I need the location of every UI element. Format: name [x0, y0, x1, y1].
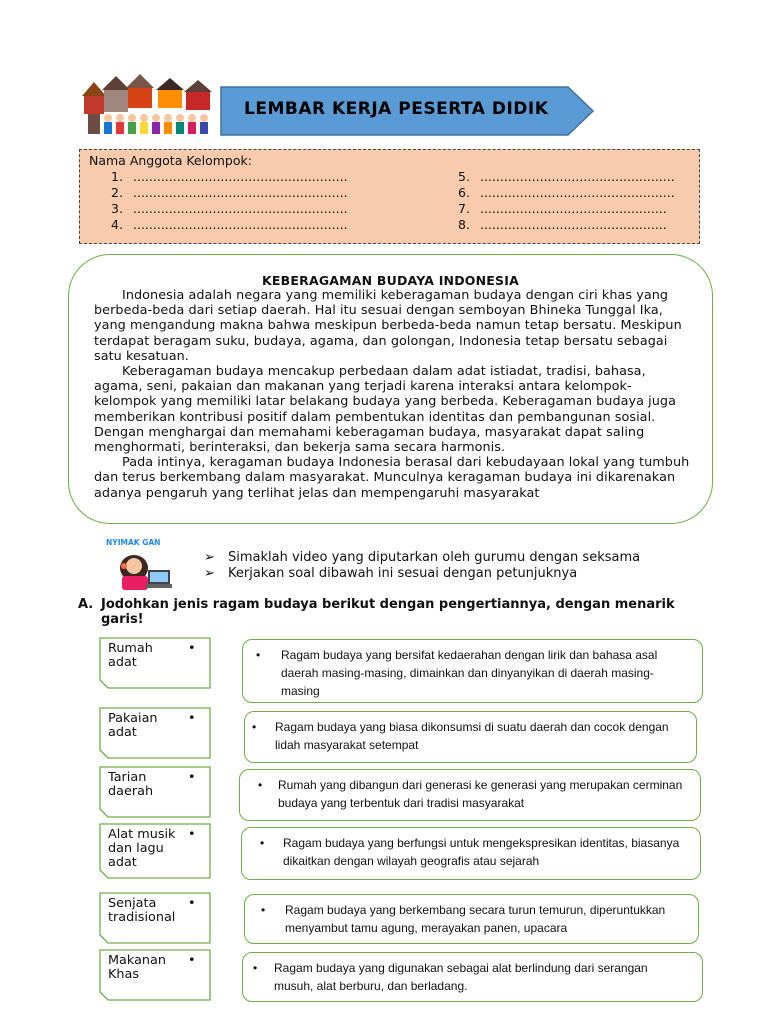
cultural-illustration: [80, 74, 216, 136]
passage-paragraph-1: Indonesia adalah negara yang memiliki keberagaman budaya dengan ciri khas yang berbeda-beda dari setiap daerah. Hal itu sesuai dengan semboyan Bhineka Tunggal Ika, yang mengandung makna bahwa meskipun berbeda-beda namun tetap bersatu. Meskipun terdapat beragam suku, budaya, agama, dan golongan, Indonesia tetap bersatu sebagai satu kesatuan.: [94, 288, 682, 364]
member-line-1[interactable]: 1. ......................................................: [111, 169, 348, 184]
arrow-bullet-icon: ➢: [204, 550, 215, 565]
bullet-icon: •: [253, 961, 258, 975]
definition-card-4[interactable]: • Ragam budaya yang berfungsi untuk mengekspresikan identitas, biasanya dikaitkan dengan wilayah geografis atau sejarah: [241, 827, 701, 880]
definition-card-5[interactable]: • Ragam budaya yang berkembang secara turun temurun, diperuntukkan menyambut tamu agung, merayakan panen, upacara: [244, 894, 699, 944]
term-card-tarian-daerah[interactable]: Tarian daerah •: [99, 766, 211, 818]
bullet-icon: •: [188, 896, 196, 911]
bullet-icon: •: [188, 770, 196, 785]
bullet-icon: •: [188, 953, 196, 968]
definition-card-2[interactable]: • Ragam budaya yang biasa dikonsumsi di suatu daerah dan cocok dengan lidah masyarakat setempat: [244, 711, 697, 763]
member-line-3[interactable]: 3. ......................................................: [111, 201, 348, 216]
passage-title: KEBERAGAMAN BUDAYA INDONESIA: [262, 273, 519, 288]
bullet-icon: •: [261, 903, 266, 917]
definition-card-6[interactable]: • Ragam budaya yang digunakan sebagai alat berlindung dari serangan musuh, alat berburu, dan berladang.: [242, 952, 703, 1002]
instruction-list: [204, 550, 640, 582]
page-title: LEMBAR KERJA PESERTA DIDIK: [244, 99, 549, 119]
instruction-item: ➢ Simaklah video yang diputarkan oleh gurumu dengan seksama: [204, 550, 641, 565]
bullet-icon: •: [188, 827, 196, 842]
passage-paragraph-2: Keberagaman budaya mencakup perbedaan dalam adat istiadat, tradisi, bahasa, agama, seni, pakaian dan makanan yang terjadi karena interaksi antara kelompok-kelompok yang memiliki latar belakang budaya yang berbeda. Keberagaman budaya juga memberikan kontribusi positif dalam pembentukan identitas dan pembangunan sosial. Dengan menghargai dan memahami keberagaman budaya, masyarakat dapat saling menghormati, berinteraksi, dan bekerja sama secara harmonis.: [94, 364, 676, 456]
bullet-icon: •: [258, 778, 263, 792]
passage-paragraph-3: Pada intinya, keragaman budaya Indonesia berasal dari kebudayaan lokal yang tumbuh dan terus berkembang dalam masyarakat. Munculnya keragaman budaya ini dikarenakan adanya pengaruh yang terlihat jelas dan mempengaruhi masyarakat: [94, 455, 690, 501]
member-line-8[interactable]: 8. ...............................................: [458, 217, 667, 232]
members-title: Nama Anggota Kelompok:: [89, 153, 252, 168]
definition-card-3[interactable]: • Rumah yang dibangun dari generasi ke generasi yang merupakan cerminan budaya yang terbentuk dari tradisi masyarakat: [239, 769, 701, 821]
member-line-2[interactable]: 2. ......................................................: [111, 185, 348, 200]
member-line-7[interactable]: 7. ...............................................: [458, 201, 667, 216]
bullet-icon: •: [188, 641, 196, 656]
arrow-bullet-icon: ➢: [204, 566, 215, 581]
member-line-5[interactable]: 5. .................................................: [458, 169, 675, 184]
term-card-rumah-adat[interactable]: Rumah adat •: [99, 637, 211, 689]
instruction-item: ➢ Kerjakan soal dibawah ini sesuai dengan petunjuknya: [204, 566, 578, 581]
definition-card-1[interactable]: • Ragam budaya yang bersifat kedaerahan dengan lirik dan bahasa asal daerah masing-masing, dimainkan dan dinyanyikan di daerah masing-masing: [242, 639, 703, 703]
question-text: Jodohkan jenis ragam budaya berikut dengan pengertiannya, dengan menarik garis!: [101, 597, 675, 627]
term-card-pakaian-adat[interactable]: Pakaian adat •: [99, 707, 211, 759]
group-members-box: [79, 149, 700, 244]
member-line-4[interactable]: 4. ......................................................: [111, 217, 348, 232]
bullet-icon: •: [252, 720, 257, 734]
term-card-alat-musik[interactable]: Alat musik dan lagu adat •: [99, 823, 211, 879]
bullet-icon: •: [256, 648, 261, 662]
member-line-6[interactable]: 6. .................................................: [458, 185, 675, 200]
bullet-icon: •: [188, 711, 196, 726]
question-a: [78, 597, 698, 627]
bullet-icon: •: [260, 836, 265, 850]
nyimak-gan-illustration: [104, 536, 172, 590]
term-card-makanan-khas[interactable]: Makanan Khas •: [99, 949, 211, 1001]
term-card-senjata-tradisional[interactable]: Senjata tradisional •: [99, 892, 211, 944]
reading-passage-box: [68, 254, 713, 524]
passage-body: [94, 288, 694, 501]
question-number: A.: [78, 597, 94, 612]
nyimak-logo-text: NYIMAK GAN: [106, 538, 161, 547]
